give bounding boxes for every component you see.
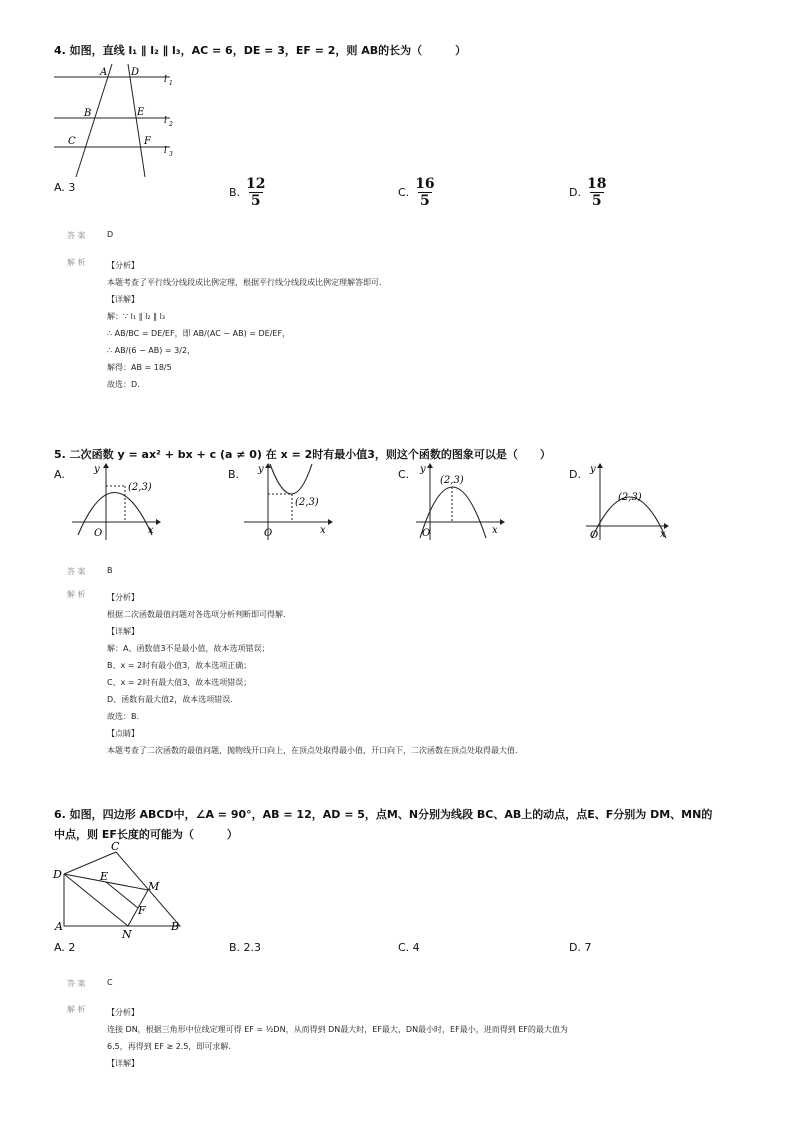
analysis-line: 【点睛】: [107, 729, 139, 738]
q6-stem-line1: 6. 如图，四边形 ABCD中，∠A = 90°，AB = 12，AD = 5，点M、N分别为线段 BC、AB上的动点，点E、F分别为 DM、MN的: [54, 808, 713, 821]
axis-y-label: y: [94, 464, 100, 475]
fig-sub-3: 3: [169, 151, 173, 158]
fig-label-l1: l: [164, 75, 167, 85]
axis-x-label: x: [492, 525, 498, 536]
fig-sub-1: 1: [169, 80, 173, 87]
analysis-line: 【分析】: [107, 261, 139, 270]
q6-analysis: [107, 1004, 767, 1072]
fig-label-d: D: [131, 67, 140, 78]
q6-analysis-label: 解 析: [67, 1005, 86, 1014]
q4-option-a[interactable]: A. 3: [54, 181, 76, 194]
fig-label-l2: l: [164, 116, 167, 126]
analysis-line: 解：A、函数值3不是最小值，故本选项错误；: [107, 644, 270, 653]
fig-label-b: B: [171, 920, 180, 933]
fig-label-c: C: [111, 840, 120, 853]
fig-label-f: F: [138, 904, 146, 917]
point-label: (2,3): [128, 482, 152, 493]
origin-label: O: [94, 528, 103, 539]
analysis-line: 本题考查了二次函数的最值问题，抛物线开口向上，在顶点处取得最小值，开口向下，二次函数在顶点处取得最大值.: [107, 746, 518, 755]
axis-y-label: y: [420, 464, 426, 475]
q6-answer: C: [107, 978, 113, 987]
analysis-line: 【分析】: [107, 1008, 139, 1017]
analysis-line: 6.5，再得到 EF ≥ 2.5，即可求解.: [107, 1042, 231, 1051]
axis-x-label: x: [320, 525, 326, 536]
q5-analysis: [107, 589, 767, 759]
q4-stem: 4. 如图，直线 l₁ ∥ l₂ ∥ l₃，AC = 6，DE = 3，EF = 2，则 AB的长为（ ）: [54, 44, 467, 57]
point-label: (2,3): [618, 492, 642, 503]
analysis-line: 【详解】: [107, 1059, 139, 1068]
q6-option-a[interactable]: A. 2: [54, 941, 76, 954]
fig-label-a: A: [100, 67, 108, 78]
axis-y-label: y: [258, 464, 264, 475]
analysis-line: 【详解】: [107, 295, 139, 304]
analysis-line: ∴ AB/BC = DE/EF，即 AB/(AC − AB) = DE/EF，: [107, 329, 291, 338]
analysis-line: C、x = 2时有最大值3，故本选项错误；: [107, 678, 252, 687]
q6-answer-label: 答 案: [67, 979, 86, 988]
origin-label: O: [264, 528, 273, 539]
q4-analysis-label: 解 析: [67, 258, 86, 267]
fig-label-e: E: [137, 107, 145, 118]
q4-answer-label: 答 案: [67, 231, 86, 240]
q4-option-b[interactable]: B. $\frac{12}{5}$: [229, 176, 266, 209]
analysis-line: ∴ AB/(6 − AB) = 3/2，: [107, 346, 196, 355]
q5-option-b[interactable]: B.: [228, 468, 240, 481]
fig-label-d: D: [53, 868, 62, 881]
analysis-line: 根据二次函数最值问题对各选项分析判断即可得解.: [107, 610, 286, 619]
fig-label-c: C: [68, 136, 76, 147]
fig-label-a: A: [55, 920, 63, 933]
q4-figure: [50, 62, 180, 182]
analysis-line: 连接 DN，根据三角形中位线定理可得 EF = ½DN，从而得到 DN最大时，EF最大，DN最小时，EF最小，进而得到 EF的最大值为: [107, 1025, 568, 1034]
analysis-line: 本题考查了平行线分线段成比例定理，根据平行线分线段成比例定理解答即可.: [107, 278, 382, 287]
q5-graph-c: [412, 460, 512, 544]
analysis-line: 解得：AB = 18/5: [107, 363, 172, 372]
q5-analysis-label: 解 析: [67, 590, 86, 599]
fig-label-m: M: [148, 880, 160, 893]
q6-stem-line2: 中点，则 EF长度的可能为（ ）: [54, 828, 238, 841]
q5-option-c[interactable]: C.: [398, 468, 410, 481]
analysis-line: D、函数有最大值2，故本选项错误.: [107, 695, 233, 704]
q5-graph-d: [582, 460, 682, 544]
q5-stem: 5. 二次函数 y = ax² + bx + c (a ≠ 0) 在 x = 2时有最小值3，则这个函数的图象可以是（ ）: [54, 448, 551, 461]
axis-x-label: x: [148, 525, 154, 536]
fig-label-l3: l: [164, 146, 167, 156]
analysis-line: B、x = 2时有最小值3，故本选项正确；: [107, 661, 252, 670]
q5-graph-a: [64, 460, 164, 544]
q6-option-c[interactable]: C. 4: [398, 941, 420, 954]
analysis-line: 【详解】: [107, 627, 139, 636]
fig-label-n: N: [122, 928, 132, 941]
q4-option-c[interactable]: C. $\frac{16}{5}$: [398, 176, 435, 209]
analysis-line: 故选：B.: [107, 712, 140, 721]
analysis-line: 【分析】: [107, 593, 139, 602]
q4-answer: D: [107, 230, 114, 239]
q6-option-d[interactable]: D. 7: [569, 941, 592, 954]
fig-label-b: B: [84, 108, 92, 119]
analysis-line: 解：∵ l₁ ∥ l₂ ∥ l₃: [107, 312, 166, 321]
q5-answer-label: 答 案: [67, 567, 86, 576]
q5-graph-b: [240, 460, 340, 544]
point-label: (2,3): [295, 497, 319, 508]
origin-label: O: [422, 528, 431, 539]
q4-analysis: [107, 257, 382, 393]
analysis-line: 故选：D.: [107, 380, 140, 389]
fraction: $\frac{18}{5}$: [586, 176, 607, 209]
fig-label-e: E: [100, 870, 109, 883]
fig-sub-2: 2: [169, 121, 173, 128]
q5-option-a[interactable]: A.: [54, 468, 65, 481]
axis-y-label: y: [590, 464, 596, 475]
fraction: $\frac{16}{5}$: [415, 176, 435, 209]
fig-label-f: F: [144, 136, 151, 147]
axis-x-label: x: [660, 529, 666, 540]
origin-label: O: [590, 530, 599, 541]
q5-option-d[interactable]: D.: [569, 468, 581, 481]
fraction: $\frac{12}{5}$: [246, 176, 266, 209]
q6-option-b[interactable]: B. 2.3: [229, 941, 262, 954]
q4-option-d[interactable]: D. $\frac{18}{5}$: [569, 176, 607, 209]
q5-answer: B: [107, 566, 113, 575]
point-label: (2,3): [440, 475, 464, 486]
q6-figure: [50, 838, 190, 942]
